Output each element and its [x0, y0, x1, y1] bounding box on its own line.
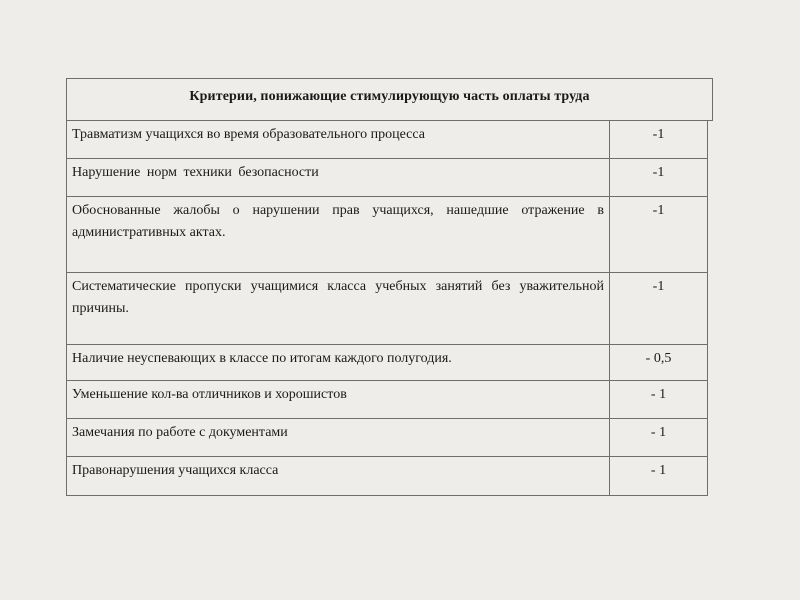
value-cell: - 1 [610, 457, 708, 496]
value-cell: - 0,5 [610, 345, 708, 381]
criterion-cell: Систематические пропуски учащимися класса учебных занятий без уважительной причины. [67, 273, 610, 345]
criteria-table [66, 120, 708, 496]
table-row [67, 345, 708, 381]
criterion-cell: Правонарушения учащихся класса [67, 457, 610, 496]
table-row [67, 197, 708, 273]
value-cell: - 1 [610, 419, 708, 457]
value-cell: - 1 [610, 381, 708, 419]
criterion-cell: Нарушение норм техники безопасности [67, 159, 610, 197]
value-cell: -1 [610, 273, 708, 345]
table-row [67, 159, 708, 197]
criterion-cell: Замечания по работе с документами [67, 419, 610, 457]
table-row [67, 273, 708, 345]
criterion-cell: Наличие неуспевающих в классе по итогам каждого полугодия. [67, 345, 610, 381]
table-header-box [66, 78, 713, 121]
table-row [67, 121, 708, 159]
value-cell: -1 [610, 121, 708, 159]
table-row [67, 457, 708, 496]
value-cell: -1 [610, 159, 708, 197]
criterion-cell: Обоснованные жалобы о нарушении прав учащихся, нашедшие отражение в административных актах. [67, 197, 610, 273]
criterion-cell: Уменьшение кол-ва отличников и хорошистов [67, 381, 610, 419]
table-row [67, 381, 708, 419]
value-cell: -1 [610, 197, 708, 273]
table-title: Критерии, понижающие стимулирующую часть оплаты труда [189, 89, 590, 104]
table-row [67, 419, 708, 457]
criterion-cell: Травматизм учащихся во время образовательного процесса [67, 121, 610, 159]
